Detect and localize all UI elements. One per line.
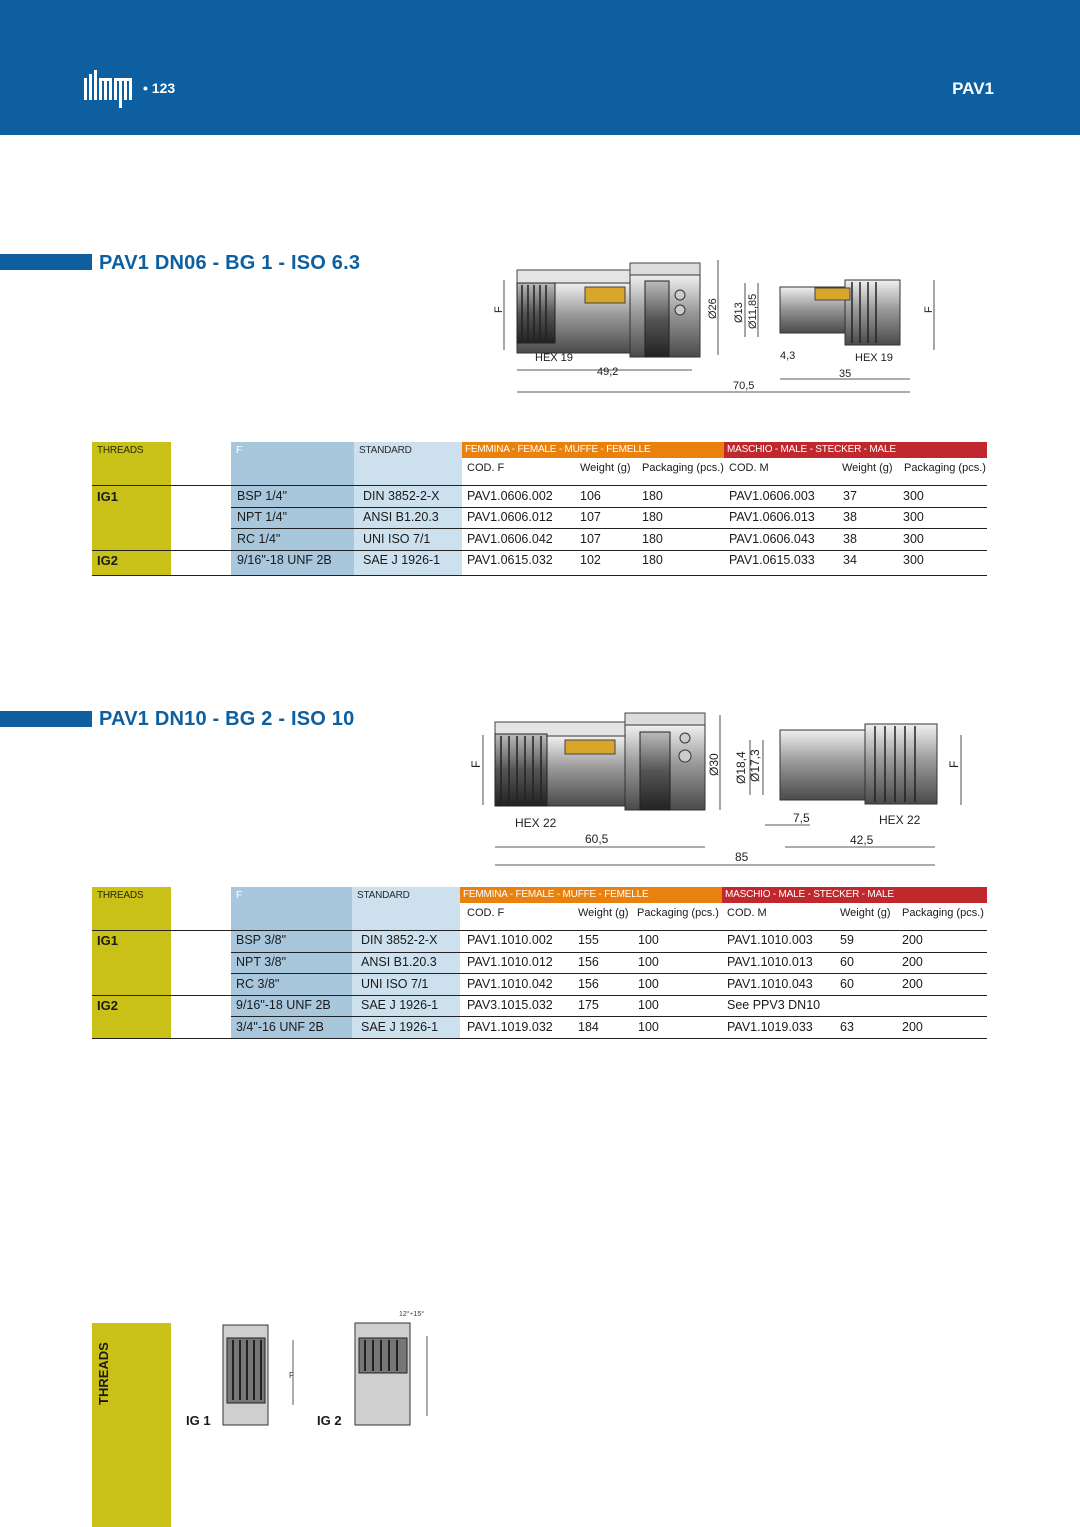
cell-weight-f: 156	[578, 977, 599, 991]
angle-label: 12°÷15°	[399, 1311, 425, 1318]
cell-group: IG1	[97, 489, 118, 504]
cell-cod-m: PAV1.1010.043	[727, 977, 813, 991]
cell-pack-f: 100	[638, 1020, 659, 1034]
weight-m-header: Weight (g)	[842, 462, 893, 474]
weight-f-header: Weight (g)	[580, 462, 631, 474]
female-header: FEMMINA - FEMALE - MUFFE - FEMELLE	[460, 887, 722, 903]
cell-f: 3/4"-16 UNF 2B	[236, 1020, 324, 1034]
cell-cod-f: PAV1.0606.012	[467, 510, 553, 524]
cell-pack-f: 100	[638, 998, 659, 1012]
male-header: MASCHIO - MALE - STECKER - MALE	[724, 442, 987, 458]
svg-text:7,5: 7,5	[793, 811, 810, 825]
threads-label: THREADS	[96, 1342, 111, 1405]
section-marker	[0, 711, 92, 727]
svg-text:HEX 22: HEX 22	[515, 816, 557, 830]
cell-weight-m: 60	[840, 955, 854, 969]
cell-cod-f: PAV1.1019.032	[467, 1020, 553, 1034]
cell-f: NPT 3/8"	[236, 955, 287, 969]
cell-standard: ANSI B1.20.3	[361, 955, 437, 969]
threads-header: THREADS	[92, 887, 171, 931]
cell-cod-f: PAV1.0615.032	[467, 553, 553, 567]
section-marker	[0, 254, 92, 270]
cell-cod-f: PAV1.1010.012	[467, 955, 553, 969]
page-number: • 123	[143, 80, 176, 96]
cell-pack-m: 200	[902, 977, 923, 991]
cell-standard: DIN 3852-2-X	[363, 489, 440, 503]
svg-text:60,5: 60,5	[585, 832, 609, 846]
cell-standard: DIN 3852-2-X	[361, 933, 438, 947]
cell-cod-f: PAV3.1015.032	[467, 998, 553, 1012]
cell-cod-f: PAV1.0606.002	[467, 489, 553, 503]
f-header: F	[231, 442, 354, 486]
cell-weight-m: 63	[840, 1020, 854, 1034]
brand-logo	[84, 70, 136, 108]
cell-weight-m: 38	[843, 510, 857, 524]
cell-pack-f: 100	[638, 933, 659, 947]
cell-pack-f: 180	[642, 532, 663, 546]
cell-cod-m: PAV1.1010.003	[727, 933, 813, 947]
cell-weight-m: 38	[843, 532, 857, 546]
header-bar	[0, 0, 1080, 135]
cell-weight-f: 156	[578, 955, 599, 969]
cell-weight-f: 107	[580, 532, 601, 546]
cell-f: 9/16"-18 UNF 2B	[236, 998, 331, 1012]
cell-f: RC 3/8"	[236, 977, 280, 991]
spec-table-dn10	[92, 887, 987, 1039]
cell-group: IG1	[97, 933, 118, 948]
svg-text:42,5: 42,5	[850, 833, 874, 847]
coupling-drawing-dn10	[465, 710, 965, 870]
weight-m-header: Weight (g)	[840, 907, 891, 919]
cod-m-header: COD. M	[727, 907, 767, 919]
weight-f-header: Weight (g)	[578, 907, 629, 919]
ig2-thread-drawing	[345, 1308, 445, 1433]
cell-group: IG2	[97, 998, 118, 1013]
svg-text:70,5: 70,5	[733, 380, 755, 392]
svg-text:Ø30: Ø30	[707, 753, 721, 776]
section-title: PAV1 DN10 - BG 2 - ISO 10	[99, 708, 355, 730]
pack-f-header: Packaging (pcs.)	[637, 907, 719, 919]
pack-f-header: Packaging (pcs.)	[642, 462, 724, 474]
cell-standard: ANSI B1.20.3	[363, 510, 439, 524]
spec-table-dn06	[92, 442, 987, 576]
cell-cod-f: PAV1.0606.042	[467, 532, 553, 546]
cell-pack-f: 100	[638, 955, 659, 969]
cell-cod-f: PAV1.1010.002	[467, 933, 553, 947]
cell-weight-f: 107	[580, 510, 601, 524]
svg-text:4,3: 4,3	[780, 350, 796, 362]
cell-weight-m: 37	[843, 489, 857, 503]
cod-f-header: COD. F	[467, 907, 505, 919]
svg-text:F: F	[947, 760, 961, 768]
cod-f-header: COD. F	[467, 462, 505, 474]
cell-pack-m: 300	[903, 553, 924, 567]
svg-text:HEX 19: HEX 19	[855, 352, 893, 364]
cod-m-header: COD. M	[729, 462, 769, 474]
section-title: PAV1 DN06 - BG 1 - ISO 6.3	[99, 252, 361, 274]
cell-cod-m: PAV1.0606.013	[729, 510, 815, 524]
cell-cod-m: PAV1.1019.033	[727, 1020, 813, 1034]
cell-pack-m: 200	[902, 933, 923, 947]
cell-f: RC 1/4"	[237, 532, 281, 546]
cell-f: BSP 3/8"	[236, 933, 287, 947]
cell-cod-f: PAV1.1010.042	[467, 977, 553, 991]
cell-pack-m: 300	[903, 532, 924, 546]
cell-group: IG2	[97, 553, 118, 568]
standard-header: STANDARD	[354, 442, 462, 486]
male-header: MASCHIO - MALE - STECKER - MALE	[722, 887, 987, 903]
svg-text:Ø17,3: Ø17,3	[748, 749, 762, 782]
cell-standard: UNI ISO 7/1	[363, 532, 431, 546]
cell-pack-m: 200	[902, 1020, 923, 1034]
svg-text:Ø18,4: Ø18,4	[734, 751, 748, 784]
cell-weight-f: 155	[578, 933, 599, 947]
coupling-drawing-dn06	[490, 255, 945, 400]
cell-pack-f: 180	[642, 510, 663, 524]
cell-standard: UNI ISO 7/1	[361, 977, 429, 991]
ig1-label: IG 1	[186, 1413, 211, 1428]
cell-standard: SAE J 1926-1	[361, 1020, 439, 1034]
cell-f: NPT 1/4"	[237, 510, 288, 524]
cell-cod-m: PAV1.0615.033	[729, 553, 815, 567]
svg-text:Ø26: Ø26	[707, 298, 719, 319]
svg-text:F: F	[923, 306, 935, 313]
cell-weight-m: 59	[840, 933, 854, 947]
cell-cod-m: PAV1.1010.013	[727, 955, 813, 969]
cell-weight-m: 34	[843, 553, 857, 567]
cell-standard: SAE J 1926-1	[361, 998, 439, 1012]
f-mark: F	[289, 1371, 294, 1380]
standard-header: STANDARD	[352, 887, 460, 931]
cell-weight-f: 184	[578, 1020, 599, 1034]
female-header: FEMMINA - FEMALE - MUFFE - FEMELLE	[462, 442, 724, 458]
cell-cod-m: PAV1.0606.043	[729, 532, 815, 546]
cell-standard: SAE J 1926-1	[363, 553, 441, 567]
cell-pack-m: 200	[902, 955, 923, 969]
svg-text:Ø13: Ø13	[733, 302, 745, 323]
cell-weight-f: 106	[580, 489, 601, 503]
cell-weight-f: 102	[580, 553, 601, 567]
cell-f: BSP 1/4"	[237, 489, 288, 503]
cell-cod-m: See PPV3 DN10	[727, 998, 821, 1012]
f-header: F	[231, 887, 352, 931]
cell-f: 9/16"-18 UNF 2B	[237, 553, 332, 567]
cell-pack-f: 100	[638, 977, 659, 991]
ig1-thread-drawing	[215, 1320, 305, 1435]
cell-weight-f: 175	[578, 998, 599, 1012]
cell-pack-m: 300	[903, 510, 924, 524]
cell-weight-m: 60	[840, 977, 854, 991]
svg-text:F: F	[493, 306, 505, 313]
cell-cod-m: PAV1.0606.003	[729, 489, 815, 503]
svg-text:85: 85	[735, 850, 749, 864]
svg-text:F: F	[469, 760, 483, 768]
cell-pack-f: 180	[642, 489, 663, 503]
pack-m-header: Packaging (pcs.)	[904, 462, 986, 474]
threads-header: THREADS	[92, 442, 171, 486]
svg-text:Ø11,85: Ø11,85	[747, 293, 759, 329]
page-title: PAV1	[952, 79, 994, 98]
pack-m-header: Packaging (pcs.)	[902, 907, 984, 919]
svg-text:HEX 19: HEX 19	[535, 352, 573, 364]
ig2-label: IG 2	[317, 1413, 342, 1428]
cell-pack-m: 300	[903, 489, 924, 503]
svg-text:35: 35	[839, 368, 852, 380]
svg-text:HEX 22: HEX 22	[879, 813, 921, 827]
svg-text:49,2: 49,2	[597, 366, 619, 378]
cell-pack-f: 180	[642, 553, 663, 567]
